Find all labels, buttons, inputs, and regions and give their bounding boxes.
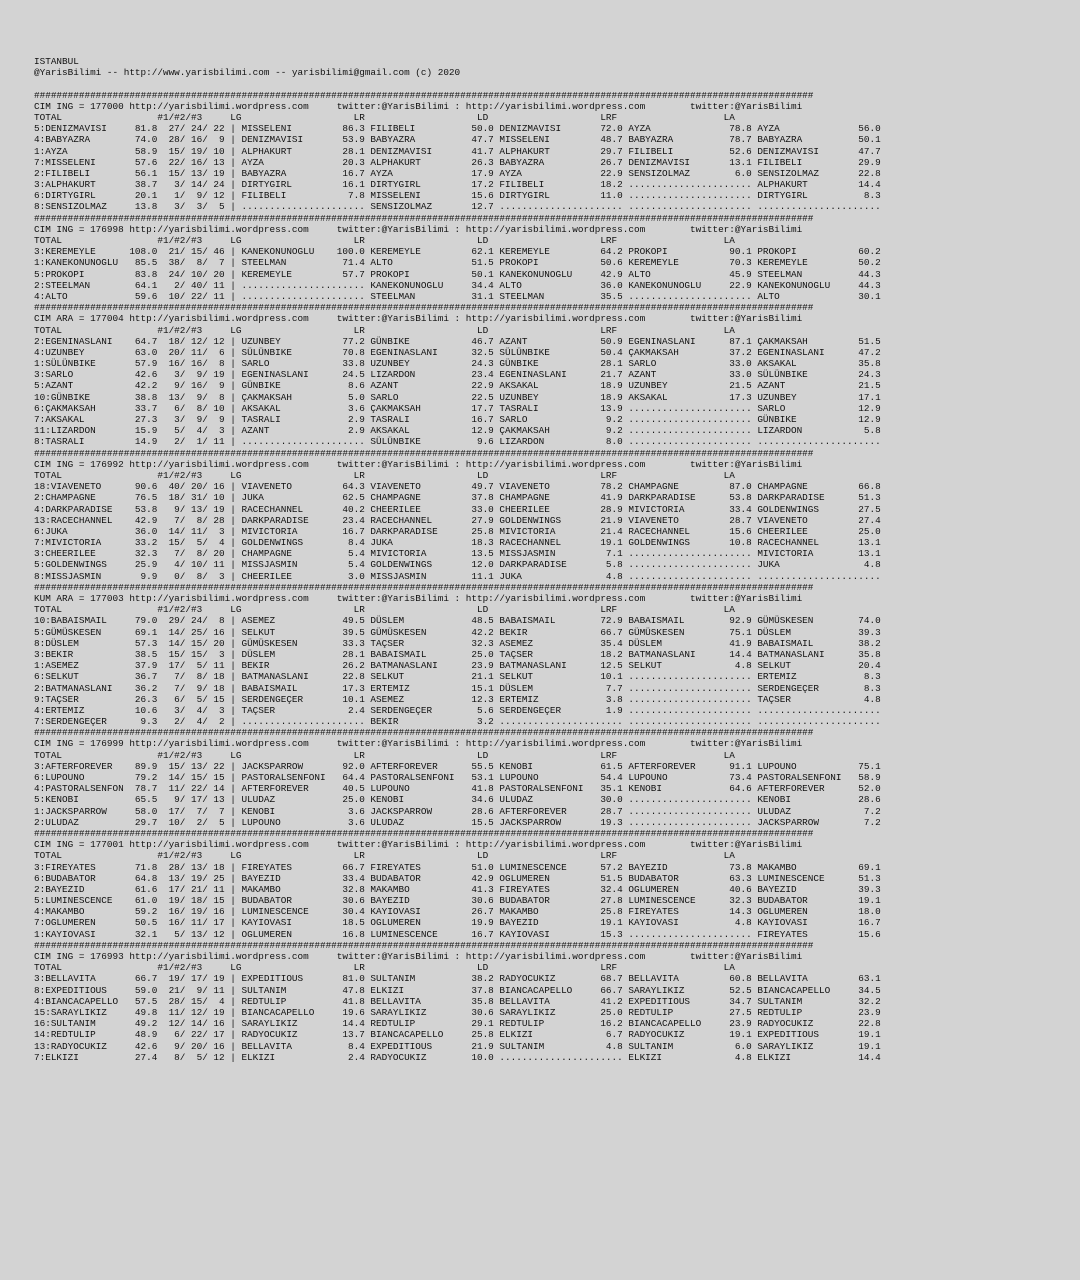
- text-line: 4:MAKAMBO 59.2 16/ 19/ 16 | LUMINESCENCE 30.4 KAYIOVASI 26.7 MAKAMBO 25.8 FIREYATES 14.3 OGLUMEREN 18.0: [34, 906, 881, 918]
- text-line: 3:BELLAVITA 66.7 19/ 17/ 19 | EXPEDITIOUS 81.0 SULTANIM 38.2 RADYOCUKIZ 68.7 BELLAVITA 60.8 BELLAVITA 63.1: [34, 973, 881, 985]
- text-line: TOTAL #1/#2/#3 LG LR LD LRF LA: [34, 962, 735, 974]
- separator-line: ###########################################################################################################################################: [34, 212, 814, 224]
- text-line: CIM ING = 177000 http://yarisbilimi.wordpress.com twitter:@YarisBilimi : http://yarisbilimi.wordpress.com twitter:@YarisBilimi: [34, 100, 803, 112]
- text-line: 7:MISSELENI 57.6 22/ 16/ 13 | AYZA 20.3 ALPHAKURT 26.3 BABYAZRA 26.7 DENIZMAVISI 13.1 FILIBELI 29.9: [34, 156, 881, 168]
- text-line: 3:SARLO 42.6 3/ 9/ 19 | EGENINASLANI 24.5 LIZARDON 23.4 EGENINASLANI 21.7 AZANT 33.0 SÜLÜNBIKE 24.3: [34, 369, 881, 381]
- text-line: 3:KEREMEYLE 108.0 21/ 15/ 46 | KANEKONUNOGLU 100.0 KEREMEYLE 62.1 KEREMEYLE 64.2 PROKOPI 90.1 PROKOPI 60.2: [34, 246, 881, 258]
- text-line: 14:REDTULIP 48.9 6/ 22/ 17 | RADYOCUKIZ 13.7 BIANCACAPELLO 25.8 ELKIZI 6.7 RADYOCUKIZ 19.1 EXPEDITIOUS 19.1: [34, 1029, 881, 1041]
- text-line: 4:UZUNBEY 63.0 20/ 11/ 6 | SÜLÜNBIKE 70.8 EGENINASLANI 32.5 SÜLÜNBIKE 50.4 ÇAKMAKSAH 37.2 EGENINASLANI 47.2: [34, 346, 881, 358]
- text-line: 5:KENOBI 65.5 9/ 17/ 13 | ULUDAZ 25.0 KENOBI 34.6 ULUDAZ 30.0 ...................... KENOBI 28.6: [34, 794, 881, 806]
- text-line: 1:AYZA 58.9 15/ 19/ 10 | ALPHAKURT 28.1 DENIZMAVISI 41.7 ALPHAKURT 29.7 FILIBELI 52.6 DENIZMAVISI 47.7: [34, 145, 881, 157]
- text-line: 11:LIZARDON 15.9 5/ 4/ 3 | AZANT 2.9 AKSAKAL 12.9 ÇAKMAKSAH 9.2 ...................... LIZARDON 5.8: [34, 425, 881, 437]
- text-line: TOTAL #1/#2/#3 LG LR LD LRF LA: [34, 235, 735, 246]
- text-line: 15:SARAYLIKIZ 49.8 11/ 12/ 19 | BIANCACAPELLO 19.6 SARAYLIKIZ 30.6 SARAYLIKIZ 25.0 REDTULIP 27.5 REDTULIP 23.9: [34, 1006, 881, 1018]
- separator-line: ###########################################################################################################################################: [34, 727, 814, 739]
- separator-line: ###########################################################################################################################################: [34, 939, 814, 951]
- separator-line: ###########################################################################################################################################: [34, 827, 814, 839]
- blank-line: [34, 78, 881, 89]
- text-line: 1:KANEKONUNOGLU 85.5 38/ 8/ 7 | STEELMAN 71.4 ALTO 51.5 PROKOPI 50.6 KEREMEYLE 70.3 KEREMEYLE 50.2: [34, 257, 881, 269]
- text-line: 10:GÜNBIKE 38.8 13/ 9/ 8 | ÇAKMAKSAH 5.0 SARLO 22.5 UZUNBEY 18.9 AKSAKAL 17.3 UZUNBEY 17.1: [34, 391, 881, 403]
- separator-line: ###########################################################################################################################################: [34, 302, 814, 314]
- text-line: 7:ELKIZI 27.4 8/ 5/ 12 | ELKIZI 2.4 RADYOCUKIZ 10.0 ...................... ELKIZI 4.8 ELKIZI 14.4: [34, 1051, 881, 1063]
- text-line: CIM ING = 176998 http://yarisbilimi.wordpress.com twitter:@YarisBilimi : http://yarisbilimi.wordpress.com twitter:@YarisBilimi: [34, 223, 803, 235]
- text-line: 6:JUKA 36.0 14/ 11/ 3 | MIVICTORIA 16.7 DARKPARADISE 25.8 MIVICTORIA 21.4 RACECHANNEL 15.6 CHEERILEE 25.0: [34, 525, 881, 537]
- text-line: 3:BEKIR 38.5 15/ 15/ 3 | DÜSLEM 28.1 BABAISMAIL 25.0 TAÇSER 18.2 BATMANASLANI 14.4 BATMANASLANI 35.8: [34, 648, 881, 660]
- text-line: 9:TAÇSER 26.3 6/ 5/ 15 | SERDENGEÇER 10.1 ASEMEZ 12.3 ERTEMIZ 3.8 ...................... TAÇSER 4.8: [34, 693, 881, 705]
- text-line: 5:DENIZMAVISI 81.8 27/ 24/ 22 | MISSELENI 86.3 FILIBELI 50.0 DENIZMAVISI 72.0 AYZA 78.8 AYZA 56.0: [34, 123, 881, 135]
- text-line: 3:ALPHAKURT 38.7 3/ 14/ 24 | DIRTYGIRL 16.1 DIRTYGIRL 17.2 FILIBELI 18.2 ...................... ALPHAKURT 14.4: [34, 179, 881, 191]
- text-line: @YarisBilimi -- http://www.yarisbilimi.com -- yarisbilimi@gmail.com (c) 2020: [34, 67, 461, 79]
- text-line: 1:JACKSPARROW 58.0 17/ 7/ 7 | KENOBI 3.6 JACKSPARROW 28.6 AFTERFOREVER 28.7 ...................... ULUDAZ 7.2: [34, 805, 881, 817]
- text-line: 13:RADYOCUKIZ 42.6 9/ 20/ 16 | BELLAVITA 8.4 EXPEDITIOUS 21.9 SULTANIM 4.8 SULTANIM 6.0 SARAYLIKIZ 19.1: [34, 1040, 881, 1052]
- text-line: 8:TASRALI 14.9 2/ 1/ 11 | ...................... SÜLÜNBIKE 9.6 LIZARDON 8.0 ...................... ......................: [34, 436, 881, 448]
- separator-line: ###########################################################################################################################################: [34, 447, 814, 459]
- text-line: 4:ERTEMIZ 10.6 3/ 4/ 3 | TAÇSER 2.4 SERDENGEÇER 5.6 SERDENGEÇER 1.9 ...................... ......................: [34, 704, 881, 716]
- text-line: 7:MIVICTORIA 33.2 15/ 5/ 4 | GOLDENWINGS 8.4 JUKA 18.3 RACECHANNEL 19.1 GOLDENWINGS 10.8 RACECHANNEL 13.1: [34, 537, 881, 549]
- text-line: 2:ULUDAZ 29.7 10/ 2/ 5 | LUPOUNO 3.6 ULUDAZ 15.5 JACKSPARROW 19.3 ...................... JACKSPARROW 7.2: [34, 816, 881, 828]
- text-line: TOTAL #1/#2/#3 LG LR LD LRF LA: [34, 604, 735, 616]
- text-line: CIM ING = 176992 http://yarisbilimi.wordpress.com twitter:@YarisBilimi : http://yarisbilimi.wordpress.com twitter:@YarisBilimi: [34, 458, 803, 470]
- text-line: 8:SENSIZOLMAZ 13.8 3/ 3/ 5 | ...................... SENSIZOLMAZ 12.7 ...................... ...................... ......................: [34, 201, 881, 213]
- text-line: CIM ARA = 177004 http://yarisbilimi.wordpress.com twitter:@YarisBilimi : http://yarisbilimi.wordpress.com twitter:@YarisBilimi: [34, 313, 803, 325]
- text-line: TOTAL #1/#2/#3 LG LR LD LRF LA: [34, 324, 735, 336]
- text-line: 6:SELKUT 36.7 7/ 8/ 18 | BATMANASLANI 22.8 SELKUT 21.1 SELKUT 10.1 ...................... ERTEMIZ 8.3: [34, 671, 881, 683]
- text-line: 3:AFTERFOREVER 89.9 15/ 13/ 22 | JACKSPARROW 92.0 AFTERFOREVER 55.5 KENOBI 61.5 AFTERFOREVER 91.1 LUPOUNO 75.1: [34, 760, 881, 772]
- text-line: 2:EGENINASLANI 64.7 18/ 12/ 12 | UZUNBEY 77.2 GÜNBIKE 46.7 AZANT 50.9 EGENINASLANI 87.1 ÇAKMAKSAH 51.5: [34, 335, 881, 347]
- text-line: 7:OGLUMEREN 50.5 16/ 11/ 17 | KAYIOVASI 18.5 OGLUMEREN 19.9 BAYEZID 19.1 KAYIOVASI 4.8 KAYIOVASI 16.7: [34, 917, 881, 929]
- separator-line: ###########################################################################################################################################: [34, 581, 814, 593]
- text-line: CIM ING = 176993 http://yarisbilimi.wordpress.com twitter:@YarisBilimi : http://yarisbilimi.wordpress.com twitter:@YarisBilimi: [34, 951, 803, 962]
- text-line: 6:DIRTYGIRL 20.1 1/ 9/ 12 | FILIBELI 7.8 MISSELENI 15.6 DIRTYGIRL 11.0 ...................... DIRTYGIRL 8.3: [34, 190, 881, 202]
- text-line: 2:STEELMAN 64.1 2/ 40/ 11 | ...................... KANEKONUNOGLU 34.4 ALTO 36.0 KANEKONUNOGLU 22.9 KANEKONUNOGLU 44.3: [34, 279, 881, 291]
- separator-line: ###########################################################################################################################################: [34, 89, 814, 101]
- text-line: 10:BABAISMAIL 79.0 29/ 24/ 8 | ASEMEZ 49.5 DÜSLEM 48.5 BABAISMAIL 72.9 BABAISMAIL 92.9 GÜMÜSKESEN 74.0: [34, 615, 881, 627]
- text-line: 18:VIAVENETO 90.6 40/ 20/ 16 | VIAVENETO 64.3 VIAVENETO 49.7 VIAVENETO 78.2 CHAMPAGNE 87.0 CHAMPAGNE 66.8: [34, 481, 881, 493]
- text-line: TOTAL #1/#2/#3 LG LR LD LRF LA: [34, 111, 735, 123]
- text-line: 5:PROKOPI 83.8 24/ 10/ 20 | KEREMEYLE 57.7 PROKOPI 50.1 KANEKONUNOGLU 42.9 ALTO 45.9 STEELMAN 44.3: [34, 268, 881, 280]
- text-line: 4:ALTO 59.6 10/ 22/ 11 | ...................... STEELMAN 31.1 STEELMAN 35.5 ...................... ALTO 30.1: [34, 290, 881, 302]
- text-line: 5:GÜMÜSKESEN 69.1 14/ 25/ 16 | SELKUT 39.5 GÜMÜSKESEN 42.2 BEKIR 66.7 GÜMÜSKESEN 75.1 DÜSLEM 39.3: [34, 626, 881, 638]
- race-report-text: [34, 56, 881, 1063]
- text-line: 6:LUPOUNO 79.2 14/ 15/ 15 | PASTORALSENFONI 64.4 PASTORALSENFONI 53.1 LUPOUNO 54.4 LUPOUNO 73.4 PASTORALSENFONI 58.9: [34, 772, 881, 783]
- text-line: 5:LUMINESCENCE 61.0 19/ 18/ 15 | BUDABATOR 30.6 BAYEZID 30.6 BUDABATOR 27.8 LUMINESCENCE 32.3 BUDABATOR 19.1: [34, 895, 881, 907]
- text-line: KUM ARA = 177003 http://yarisbilimi.wordpress.com twitter:@YarisBilimi : http://yarisbilimi.wordpress.com twitter:@YarisBilimi: [34, 593, 803, 604]
- text-line: 5:AZANT 42.2 9/ 16/ 9 | GÜNBIKE 8.6 AZANT 22.9 AKSAKAL 18.9 UZUNBEY 21.5 AZANT 21.5: [34, 380, 881, 392]
- text-line: 6:BUDABATOR 64.8 13/ 19/ 25 | BAYEZID 33.4 BUDABATOR 42.9 OGLUMEREN 51.5 BUDABATOR 63.3 LUMINESCENCE 51.3: [34, 872, 881, 884]
- text-line: 4:BIANCACAPELLO 57.5 28/ 15/ 4 | REDTULIP 41.8 BELLAVITA 35.8 BELLAVITA 41.2 EXPEDITIOUS 34.7 SULTANIM 32.2: [34, 995, 881, 1007]
- text-line: 4:PASTORALSENFON 78.7 11/ 22/ 14 | AFTERFOREVER 40.5 LUPOUNO 41.8 PASTORALSENFONI 35.1 KENOBI 64.6 AFTERFOREVER 52.0: [34, 783, 881, 795]
- text-line: 13:RACECHANNEL 42.9 7/ 8/ 28 | DARKPARADISE 23.4 RACECHANNEL 27.9 GOLDENWINGS 21.9 VIAVENETO 28.7 VIAVENETO 27.4: [34, 514, 881, 526]
- text-line: 2:BATMANASLANI 36.2 7/ 9/ 18 | BABAISMAIL 17.3 ERTEMIZ 15.1 DÜSLEM 7.7 ...................... SERDENGEÇER 8.3: [34, 682, 881, 694]
- text-line: 16:SULTANIM 49.2 12/ 14/ 16 | SARAYLIKIZ 14.4 REDTULIP 29.1 REDTULIP 16.2 BIANCACAPELLO 23.9 RADYOCUKIZ 22.8: [34, 1018, 881, 1030]
- text-line: TOTAL #1/#2/#3 LG LR LD LRF LA: [34, 749, 735, 761]
- text-line: 8:DÜSLEM 57.3 14/ 15/ 20 | GÜMÜSKESEN 33.3 TAÇSER 32.3 ASEMEZ 35.4 DÜSLEM 41.9 BABAISMAIL 38.2: [34, 637, 881, 649]
- text-line: 6:ÇAKMAKSAH 33.7 6/ 8/ 10 | AKSAKAL 3.6 ÇAKMAKSAH 17.7 TASRALI 13.9 ...................... SARLO 12.9: [34, 402, 881, 414]
- text-line: 5:GOLDENWINGS 25.9 4/ 10/ 11 | MISSJASMIN 5.4 GOLDENWINGS 12.0 DARKPARADISE 5.8 ...................... JUKA 4.8: [34, 559, 881, 571]
- text-line: 3:CHEERILEE 32.3 7/ 8/ 20 | CHAMPAGNE 5.4 MIVICTORIA 13.5 MISSJASMIN 7.1 ...................... MIVICTORIA 13.1: [34, 548, 881, 560]
- text-line: ISTANBUL: [34, 56, 79, 67]
- text-line: 8:EXPEDITIOUS 59.0 21/ 9/ 11 | SULTANIM 47.8 ELKIZI 37.8 BIANCACAPELLO 66.7 SARAYLIKIZ 52.5 BIANCACAPELLO 34.5: [34, 984, 881, 996]
- text-line: 2:CHAMPAGNE 76.5 18/ 31/ 10 | JUKA 62.5 CHAMPAGNE 37.8 CHAMPAGNE 41.9 DARKPARADISE 53.8 DARKPARADISE 51.3: [34, 492, 881, 504]
- text-line: 4:BABYAZRA 74.0 28/ 16/ 9 | DENIZMAVISI 53.9 BABYAZRA 47.7 MISSELENI 48.7 BABYAZRA 78.7 BABYAZRA 50.1: [34, 134, 881, 146]
- text-line: TOTAL #1/#2/#3 LG LR LD LRF LA: [34, 850, 735, 862]
- text-line: CIM ING = 176999 http://yarisbilimi.wordpress.com twitter:@YarisBilimi : http://yarisbilimi.wordpress.com twitter:@YarisBilimi: [34, 738, 803, 750]
- text-line: 1:SÜLÜNBIKE 57.9 16/ 16/ 8 | SARLO 33.8 UZUNBEY 24.3 GÜNBIKE 28.1 SARLO 33.0 AKSAKAL 35.8: [34, 358, 881, 370]
- text-line: 1:KAYIOVASI 32.1 5/ 13/ 12 | OGLUMEREN 16.8 LUMINESCENCE 16.7 KAYIOVASI 15.3 ...................... FIREYATES 15.6: [34, 928, 881, 940]
- text-line: 7:SERDENGEÇER 9.3 2/ 4/ 2 | ...................... BEKIR 3.2 ...................... ...................... ......................: [34, 716, 881, 728]
- text-line: CIM ING = 177001 http://yarisbilimi.wordpress.com twitter:@YarisBilimi : http://yarisbilimi.wordpress.com twitter:@YarisBilimi: [34, 839, 803, 851]
- text-line: 7:AKSAKAL 27.3 3/ 9/ 9 | TASRALI 2.9 TASRALI 16.7 SARLO 9.2 ...................... GÜNBIKE 12.9: [34, 414, 881, 425]
- text-line: 1:ASEMEZ 37.9 17/ 5/ 11 | BEKIR 26.2 BATMANASLANI 23.9 BATMANASLANI 12.5 SELKUT 4.8 SELKUT 20.4: [34, 660, 881, 672]
- text-line: 4:DARKPARADISE 53.8 9/ 13/ 19 | RACECHANNEL 40.2 CHEERILEE 33.0 CHEERILEE 28.9 MIVICTORIA 33.4 GOLDENWINGS 27.5: [34, 503, 881, 515]
- text-line: TOTAL #1/#2/#3 LG LR LD LRF LA: [34, 469, 735, 481]
- text-line: 3:FIREYATES 71.8 28/ 13/ 18 | FIREYATES 66.7 FIREYATES 51.0 LUMINESCENCE 57.2 BAYEZID 73.8 MAKAMBO 69.1: [34, 861, 881, 873]
- text-line: 2:FILIBELI 56.1 15/ 13/ 19 | BABYAZRA 16.7 AYZA 17.9 AYZA 22.9 SENSIZOLMAZ 6.0 SENSIZOLMAZ 22.8: [34, 167, 881, 179]
- text-line: 2:BAYEZID 61.6 17/ 21/ 11 | MAKAMBO 32.8 MAKAMBO 41.3 FIREYATES 32.4 OGLUMEREN 40.6 BAYEZID 39.3: [34, 883, 881, 895]
- text-line: 8:MISSJASMIN 9.9 0/ 8/ 3 | CHEERILEE 3.0 MISSJASMIN 11.1 JUKA 4.8 ...................... ......................: [34, 570, 881, 582]
